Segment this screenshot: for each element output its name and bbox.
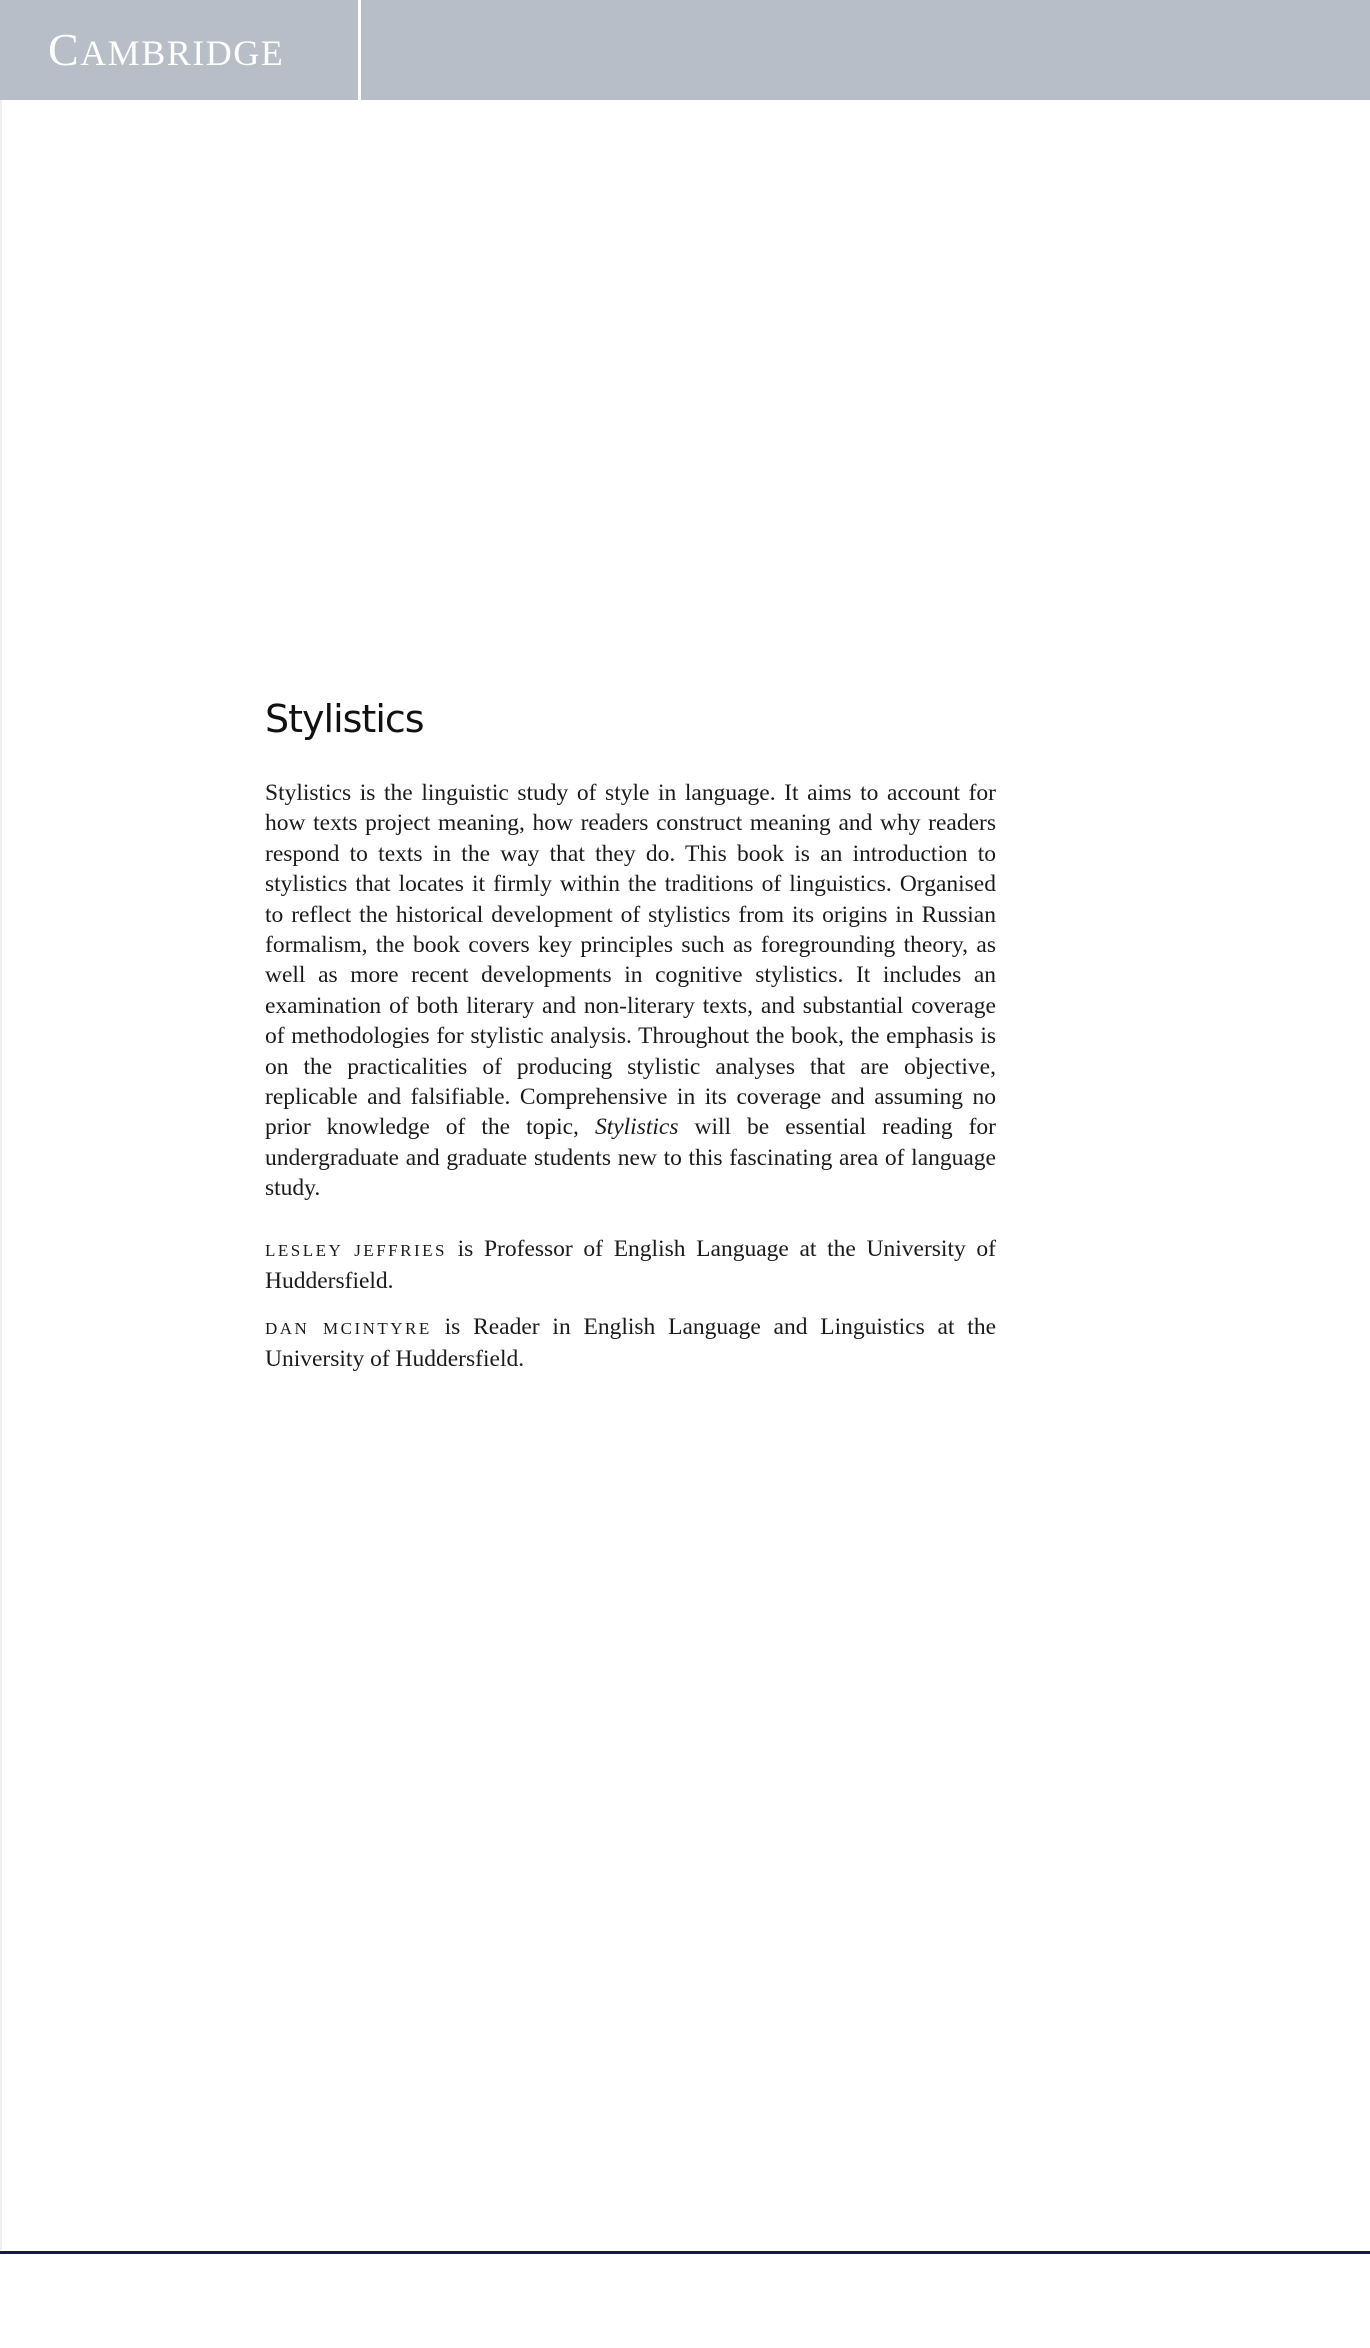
description-text-start: Stylistics is the linguistic study of style in language. It aims to account for how texts project meaning, how readers construct meaning and why readers respond to texts in the way that they do. This book is an introduction to stylistics that locates it firmly within the traditions of linguistics. Organised to reflect the historical development of stylistics from its origins in Russian formalism, the book covers key principles such as foregrounding theory, as well as more recent developments in cognitive stylistics. It includes an examination of both literary and non-literary texts, and substantial coverage of methodologies for stylistic analysis. Throughout the book, the emphasis is on the practicalities of producing stylistic analyses that are objective, replicable and falsifiable. Comprehensive in its coverage and assuming no prior knowledge of the topic, [265, 780, 996, 1141]
logo-initial: C [48, 24, 81, 75]
author-bio [265, 1234, 996, 1297]
header-divider [358, 0, 361, 100]
description-text-end: will be essential reading for undergraduate and graduate students new to this fascinating area of language study. [265, 1114, 996, 1202]
book-description [265, 778, 996, 1204]
book-title: Stylistics [265, 697, 424, 741]
footer-rule [0, 2251, 1370, 2254]
author-bio-text: is Professor of English Language at the University of Huddersfield. [265, 1235, 996, 1295]
author-name: DAN MCINTYRE [265, 1318, 432, 1338]
logo-rest: AMBRIDGE [80, 33, 285, 73]
author-bio [265, 1312, 996, 1375]
header-bar [0, 0, 1370, 100]
page-left-border [0, 100, 2, 2250]
author-bio-text: is Reader in English Language and Linguistics at the University of Huddersfield. [265, 1313, 997, 1372]
blurb-section [265, 778, 996, 1389]
author-name: LESLEY JEFFRIES [265, 1240, 447, 1260]
description-italic-title: Stylistics [594, 1114, 679, 1141]
cambridge-logo [48, 26, 284, 77]
